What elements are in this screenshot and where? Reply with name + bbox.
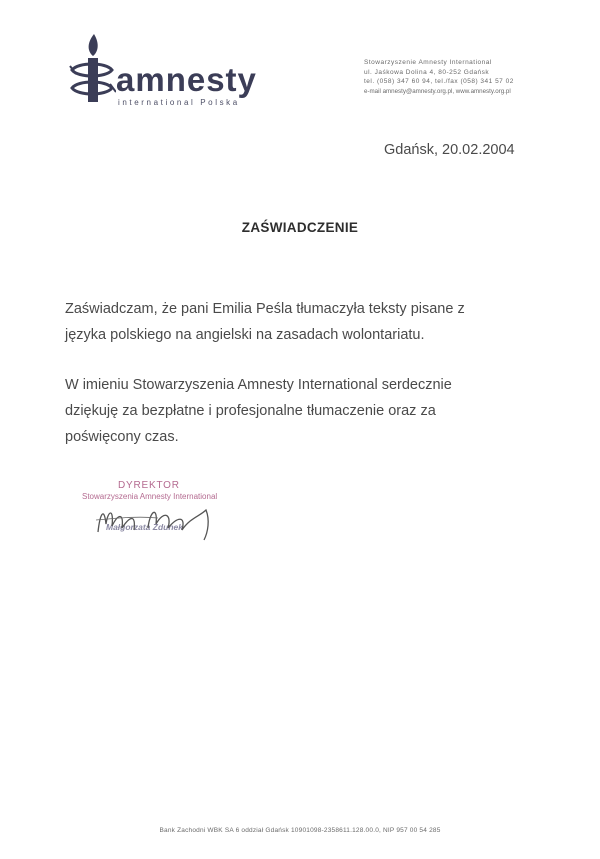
contact-address: ul. Jaśkowa Dolina 4, 80-252 Gdańsk — [364, 68, 490, 76]
letter-date: Gdańsk, 20.02.2004 — [384, 142, 515, 158]
stamp-organization: Stowarzyszenia Amnesty International — [82, 492, 218, 501]
stamp-title: DYREKTOR — [118, 480, 180, 491]
paragraph-line: dziękuję za bezpłatne i profesjonalne tłumaczenie oraz za — [65, 403, 436, 419]
paragraph-line: W imieniu Stowarzyszenia Amnesty International serdecznie — [65, 377, 452, 393]
paragraph-certification — [65, 296, 535, 348]
signature-icon — [78, 480, 238, 550]
contact-web: e-mail amnesty@amnesty.org.pl, www.amnesty.org.pl — [364, 87, 511, 95]
contact-phones: tel. (058) 347 60 94, tel./fax (058) 341 57 02 — [364, 78, 514, 85]
logo-wordmark: amnesty — [116, 61, 257, 98]
paragraph-thanks — [65, 372, 535, 450]
amnesty-logo — [66, 30, 286, 110]
paragraph-line: Zaświadczam, że pani Emilia Peśla tłumaczyła teksty pisane z — [65, 301, 465, 317]
footer-bank-info: Bank Zachodni WBK SA 6 oddział Gdańsk 10901098-2358611.128.00.0, NIP 957 00 54 285 — [159, 827, 441, 834]
stamp-name: Małgorzata Zdunek — [106, 522, 183, 532]
paragraph-line: języka polskiego na angielski na zasadach wolontariatu. — [65, 327, 425, 343]
contact-block — [364, 58, 540, 96]
document-title: ZAŚWIADCZENIE — [241, 220, 359, 235]
director-stamp — [78, 480, 238, 550]
logo-subtitle: international Polska — [118, 98, 240, 107]
contact-org: Stowarzyszenie Amnesty International — [364, 59, 492, 66]
paragraph-line: poświęcony czas. — [65, 429, 179, 445]
candle-barbed-wire-icon — [66, 30, 116, 110]
